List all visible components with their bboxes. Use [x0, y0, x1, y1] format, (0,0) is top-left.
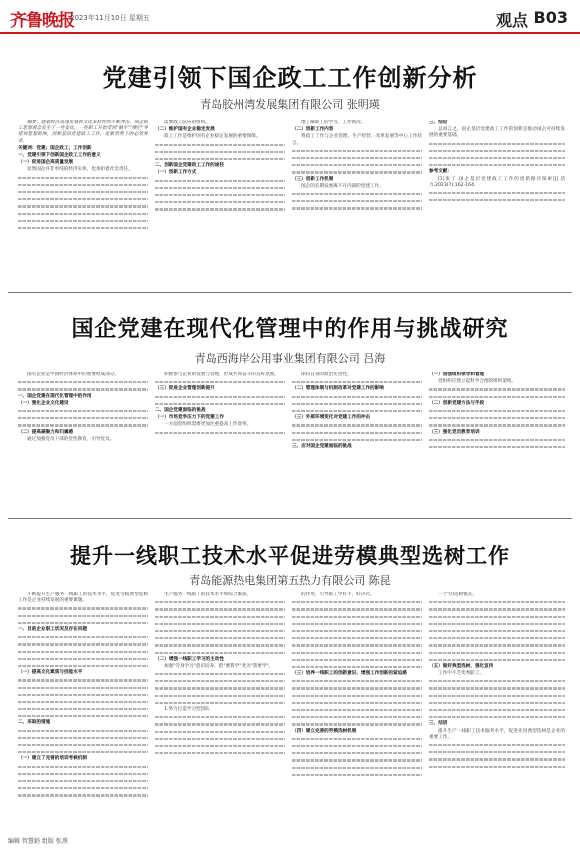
article-1-col-1	[18, 120, 148, 286]
section-heading: 一、国企党建在现代化管理中的作用	[18, 393, 92, 399]
divider	[8, 518, 572, 519]
paragraph: 保持自身的政治先进性。	[301, 372, 352, 377]
paragraph: 国企的长期发展离不开内部的党建工作。	[301, 183, 384, 189]
subheading: （三）强化党员教育培训	[429, 429, 480, 435]
paragraph: 需要政工队伍的组织。	[164, 120, 210, 125]
article-3-col-2	[155, 592, 285, 832]
section-label: 观点	[495, 11, 528, 30]
article-2-col-4	[429, 372, 565, 512]
subheading: （二）维护国有企业稳定发展	[155, 127, 215, 133]
article-3-title: 提升一线职工技术水平促进劳模典型选树工作	[70, 543, 510, 568]
paragraph: 提升生产一线职工技术服务水平，促进先进典型选树是企业的重要工作。	[429, 728, 565, 740]
reference: [1]张丁.国企基层党建政工工作的创新路径探索[J].活力,2023(7):162-164.	[429, 176, 565, 188]
article-2-col-3	[292, 372, 422, 512]
paragraph: 总而言之，国企基层党建政工工作的创新是推动国企可持续发展的重要基础。	[429, 127, 565, 139]
article-2-col-2	[155, 372, 285, 512]
subheading: （五）做好典型选树、强化宣传	[429, 663, 494, 669]
issue-date: 2023年11月10日 星期五	[70, 14, 150, 22]
subheading: （一）创新工作方式	[155, 170, 197, 176]
subheading: （一）加强组织领导和管理	[429, 372, 485, 377]
paragraph: 一方面党组织需要更加注重提高工作效率。	[164, 422, 252, 428]
subheading: （三）促进企业管理创新提升	[155, 386, 215, 392]
paragraph: 地了解职工的学习、工作情况。	[301, 120, 366, 125]
masthead	[0, 0, 580, 34]
article-1-author: 青岛胶州湾发展集团有限公司 张明瑛	[200, 98, 380, 111]
article-2-col-1	[18, 372, 148, 512]
subheading: （三）培养一线职工的创新意识、增强工作创新的紧迫感	[292, 671, 407, 677]
subheading: （一）提高文化素质与技能水平	[18, 670, 83, 676]
paragraph: 将政工工作与企业管理、生产经营、改革发展等中心工作结合。	[292, 134, 422, 146]
paragraph: 国有企业是中国经济体系中的重要组成部分。	[27, 372, 119, 377]
page-number: B03	[533, 8, 568, 27]
paragraph: 生产服务一线职工的技术水平和综合素质。	[164, 592, 252, 597]
paragraph: 的作用，引导职工学好手、好诀窍。	[301, 592, 375, 597]
section-heading: 二、创新国企党建政工工作的途径	[155, 163, 224, 169]
section-heading: 三、应对国企党建面临的挑战	[292, 443, 352, 449]
article-1-col-2	[155, 120, 285, 286]
subheading: （二）创新工作内容	[292, 127, 334, 133]
subheading: （一）强化企业文化建设	[18, 400, 69, 406]
paragraph: 不断提升生产服务一线职工的技术水平，促进劳模典型选树工作是企业持续发展的重要课题。	[18, 592, 148, 604]
section-heading: 二、采取的措施	[18, 720, 51, 726]
section-heading: 三、结语	[429, 721, 448, 727]
paragraph: 政工工作是维护国有企业稳定发展的重要保障。	[164, 134, 261, 140]
newspaper-logo: 齐鲁晚报	[10, 11, 74, 31]
paragraph: 工作中不乏优秀职工。	[438, 671, 484, 677]
article-3-col-3	[292, 592, 422, 832]
article-1-col-3	[292, 120, 422, 286]
subheading: （三）创新工作机制	[292, 176, 334, 182]
subheading: （一）市场竞争压力下的党建工作	[155, 415, 224, 421]
article-2-title: 国企党建在现代化管理中的作用与挑战研究	[71, 316, 509, 342]
article-2-author: 青岛西海岸公用事业集团有限公司 吕海	[194, 352, 386, 365]
subheading: （二）增强一线职工学习的主动性	[155, 656, 224, 662]
paragraph: 通过加强党员干部的党性教育，引导党员。	[27, 436, 115, 442]
keywords: 关键词：党建；国企政工；工作创新	[18, 145, 92, 151]
abstract: 摘要：随着经济高速发展和文化多样性的不断冲击，国企职工思想观念发生了一些变化，一些职工开始受到"躺平""摆烂"等错误思想影响，创新基层党建政工工作，是新形势下的必然要求。	[18, 120, 148, 144]
subheading: （一）促进国企高质量发展	[18, 160, 74, 166]
article-3-author: 青岛能源热电集团第五热力有限公司 陈昆	[189, 574, 391, 587]
subheading: （一）建立了完善的培训考核机制	[18, 756, 87, 762]
article-1-col-4	[429, 120, 565, 286]
paragraph: 积极参与企业的发展与管理，形成共同奋斗的良好氛围。	[164, 372, 279, 377]
references-heading: 参考文献：	[429, 169, 452, 175]
subheading: （二）创新党建方法与手段	[429, 400, 485, 406]
article-3-col-1	[18, 592, 148, 832]
section-heading: 三、结论	[429, 120, 448, 125]
article-1-title: 党建引领下国企政工工作创新分析	[102, 63, 478, 92]
paragraph: 党组织应建立起科学合理的组织架构。	[438, 379, 517, 385]
subheading: （二）管理体制与机制改革对党建工作的影响	[292, 386, 384, 392]
paragraph: 1.努力打造学习型团队	[164, 707, 210, 713]
subheading: （二）提高凝聚力和归属感	[18, 429, 74, 435]
article-3-col-4	[429, 592, 565, 832]
divider	[8, 292, 572, 293]
paragraph: 加强"劳身学习"意识培养，把"要我学"变为"我要学"。	[164, 663, 274, 669]
section-heading: 二、国企党建面临的挑战	[155, 407, 206, 413]
paragraph: 一个"的选树模式。	[438, 592, 477, 597]
editor-credit: 编辑 管慧娟 组版 张燕	[8, 838, 68, 845]
section-heading: 一、党建引领下创新国企政工工作的意义	[18, 153, 101, 159]
subheading: （三）外部环境变化对党建工作的冲击	[292, 415, 371, 421]
subheading: （四）建立完善的劳模选树机制	[292, 728, 357, 734]
paragraph: 显然国企并非单纯的经济实体，也承担着社会责任。	[27, 167, 133, 173]
section-heading: 一、目前企业职工状况及存在问题	[18, 626, 87, 632]
